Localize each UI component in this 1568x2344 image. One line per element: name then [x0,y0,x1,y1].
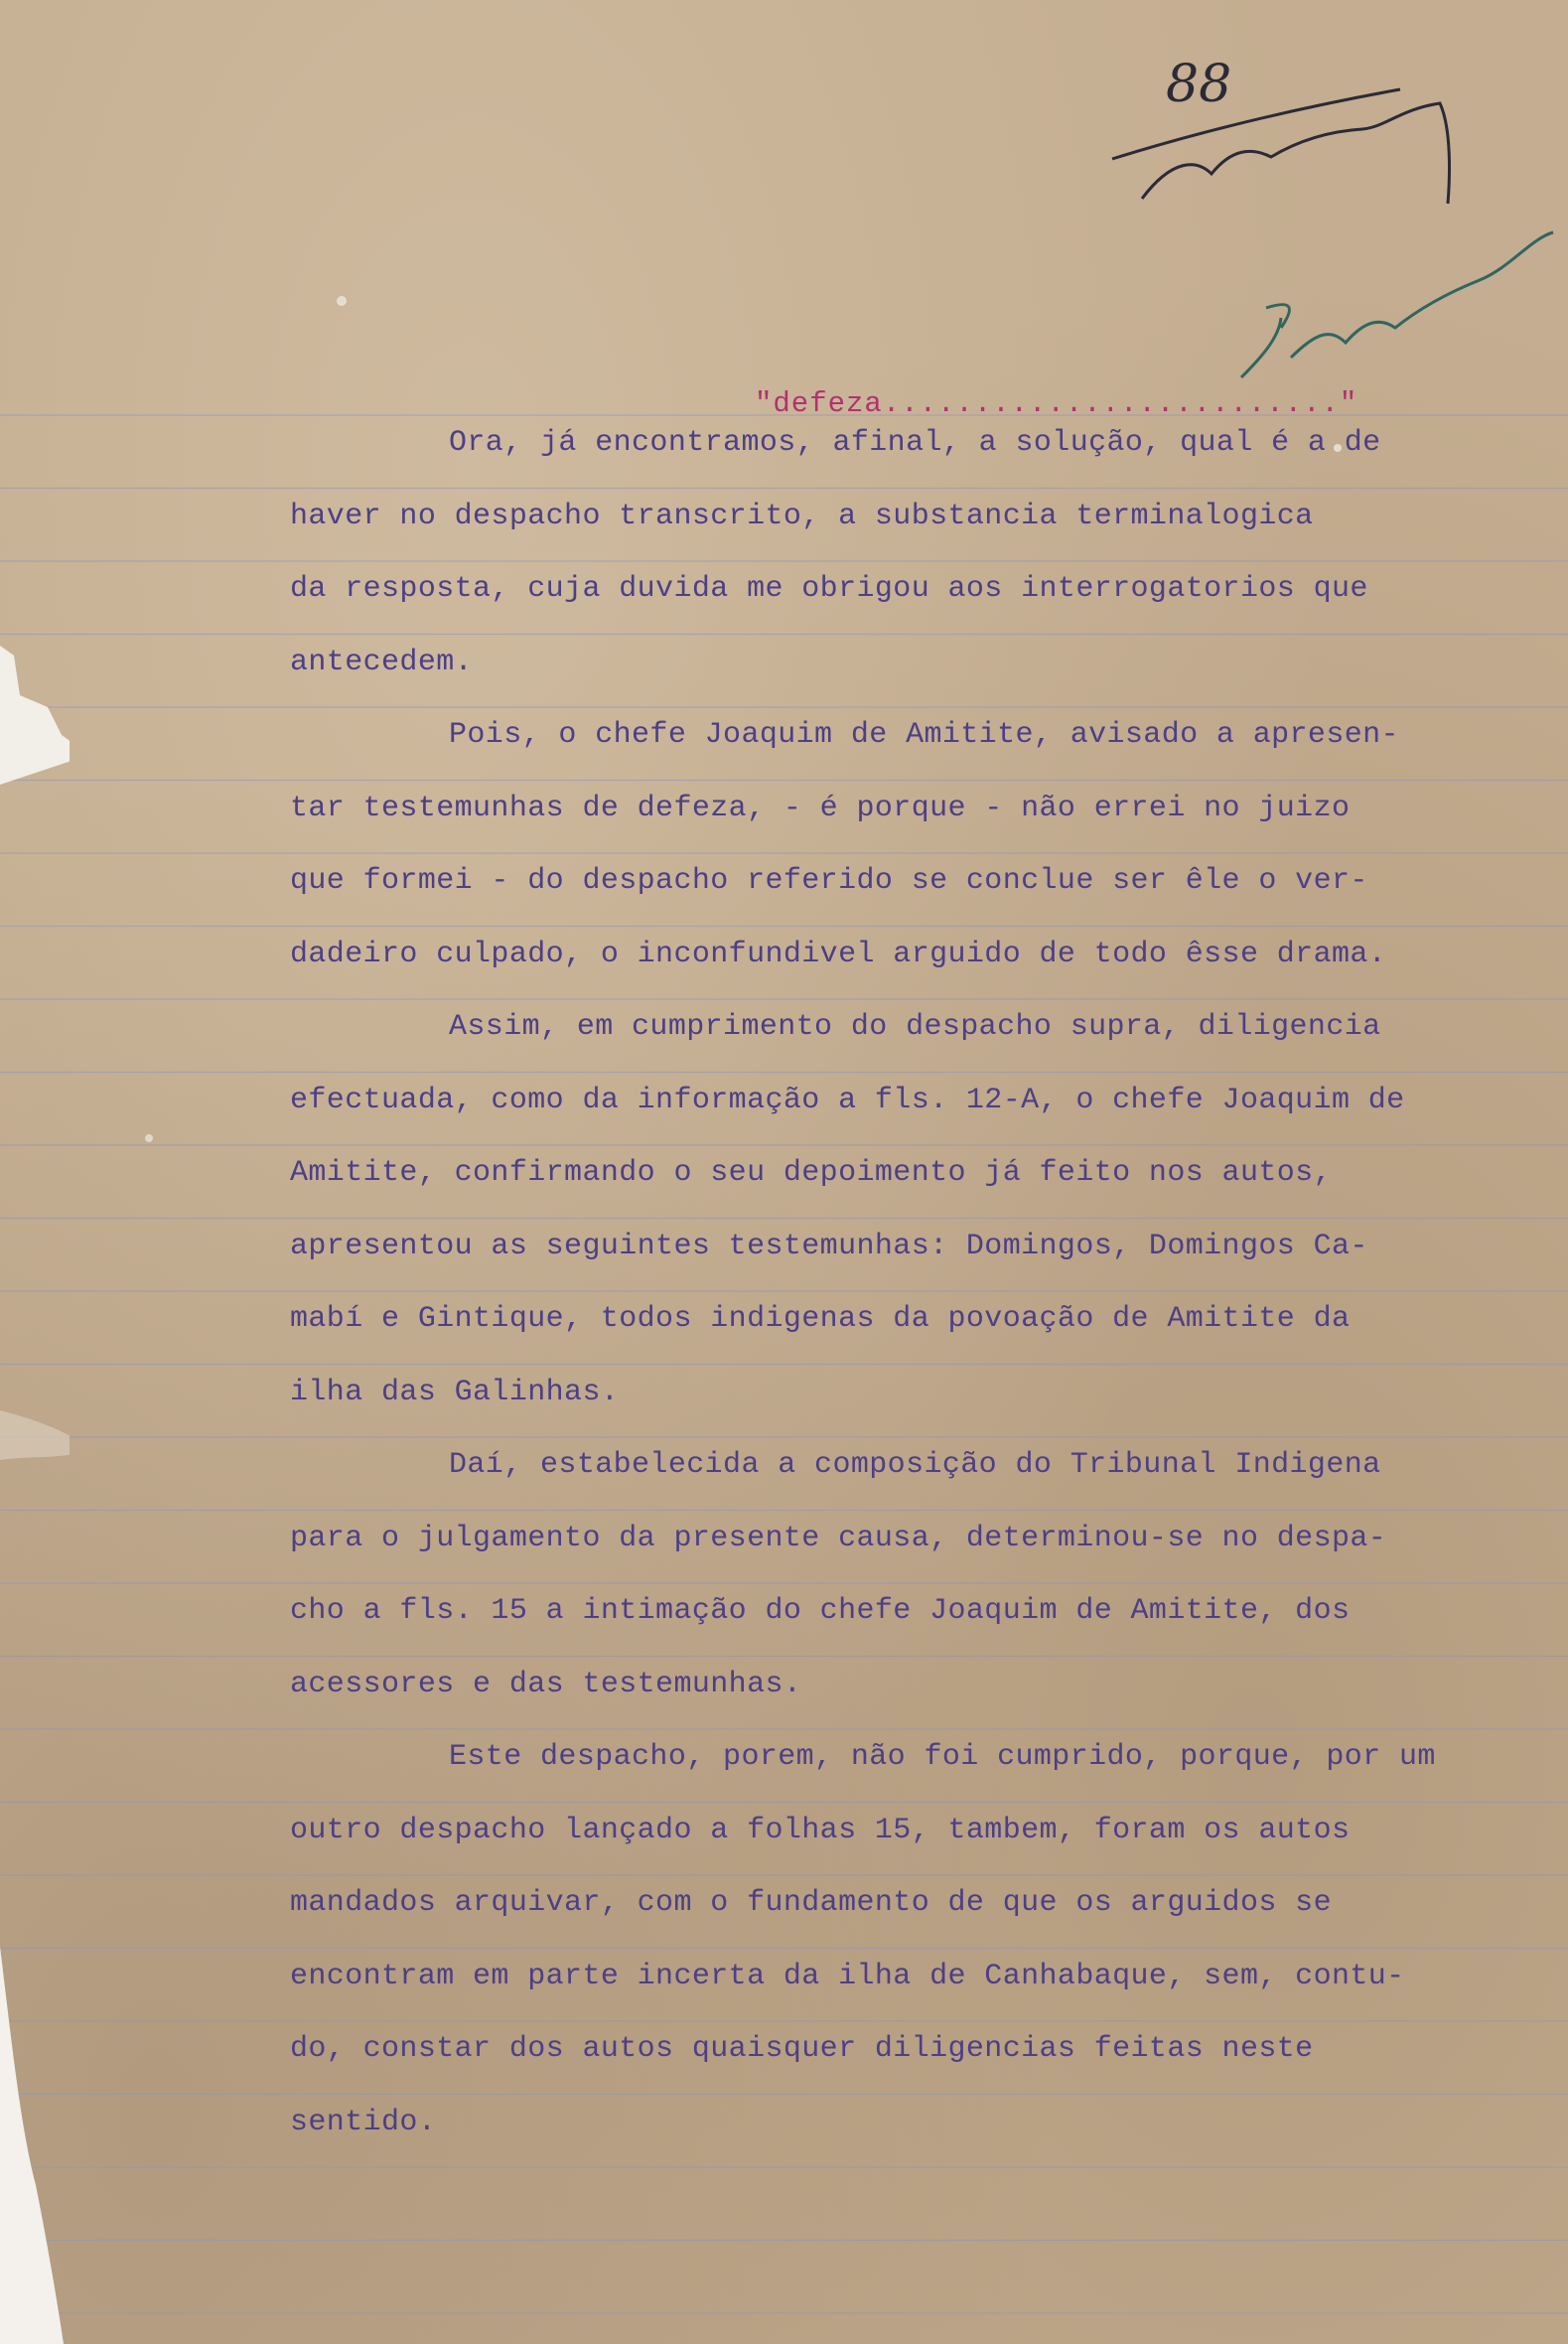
section-heading: "defeza........................." [755,387,1358,420]
body-text [290,407,1462,2159]
text-line: Pois, o chefe Joaquim de Amitite, avisado a apresen- [449,718,1399,752]
text-line: mandados arquivar, com o fundamento de que os arguidos se [290,1886,1332,1920]
text-line: efectuada, como da informação a fls. 12-A, o chefe Joaquim de [290,1083,1405,1117]
text-line: Daí, estabelecida a composição do Tribunal Indigena [449,1448,1381,1482]
paragraph [290,699,1462,991]
text-line: que formei - do despacho referido se conclue ser êle o ver- [290,864,1368,898]
page-number-88: 88 [1166,55,1232,114]
handwritten-page-number [1102,40,1480,219]
text-line: do, constar dos autos quaisquer diligencias feitas neste [290,2032,1314,2066]
text-line: da resposta, cuja duvida me obrigou aos interrogatorios que [290,572,1368,606]
paragraph [290,991,1462,1429]
text-line: Este despacho, porem, não foi cumprido, porque, por um [449,1740,1436,1774]
text-line: sentido. [290,2105,437,2139]
text-line: Ora, já encontramos, afinal, a solução, qual é a de [449,426,1381,460]
text-line: tar testemunhas de defeza, - é porque - não errei no juizo [290,791,1351,825]
torn-page-edge [0,0,70,2344]
paragraph [290,407,1462,699]
text-line: dadeiro culpado, o inconfundivel arguido de todo êsse drama. [290,937,1387,971]
text-line: outro despacho lançado a folhas 15, tambem, foram os autos [290,1813,1351,1847]
handwritten-margin-note [1221,228,1559,387]
text-line: cho a fls. 15 a intimação do chefe Joaquim de Amitite, dos [290,1594,1351,1628]
text-line: mabí e Gintique, todos indigenas da povoação de Amitite da [290,1302,1351,1336]
text-line: Amitite, confirmando o seu depoimento já feito nos autos, [290,1156,1332,1190]
paragraph [290,1721,1462,2159]
paragraph [290,1429,1462,1721]
text-line: apresentou as seguintes testemunhas: Domingos, Domingos Ca- [290,1229,1368,1263]
text-line: antecedem. [290,645,474,679]
text-line: para o julgamento da presente causa, determinou-se no despa- [290,1521,1387,1555]
text-line: haver no despacho transcrito, a substancia terminalogica [290,499,1314,533]
text-line: Assim, em cumprimento do despacho supra, diligencia [449,1010,1381,1044]
text-line: acessores e das testemunhas. [290,1667,802,1701]
text-line: ilha das Galinhas. [290,1375,620,1409]
text-line: encontram em parte incerta da ilha de Canhabaque, sem, contu- [290,1959,1405,1993]
